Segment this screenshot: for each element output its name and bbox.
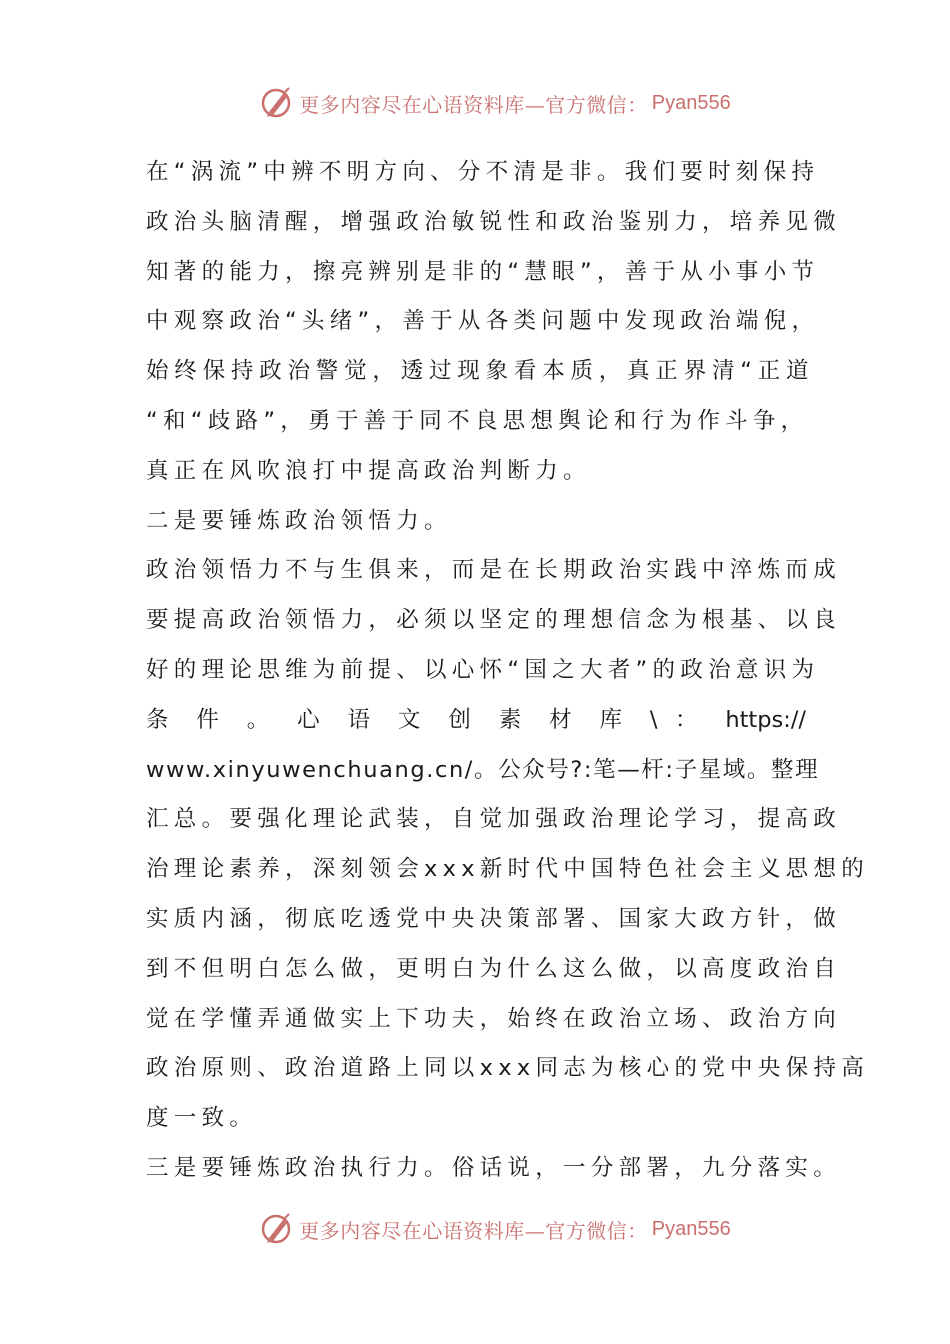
body-line-11: 好的理论思维为前提、以心怀“国之大者”的政治意识为 <box>146 656 820 683</box>
body-line-17: 到不但明白怎么做，更明白为什么这么做，以高度政治自 <box>146 955 842 982</box>
body-line-13: www.xinyuwenchuang.cn/。公众号?:笔—杆:子星域。整理 <box>146 756 820 783</box>
footer-wechat-id: Pyan556 <box>651 1217 731 1240</box>
header-wechat-id: Pyan556 <box>651 91 731 114</box>
pen-logo-icon <box>259 1211 295 1247</box>
body-line-5: 始终保持政治警觉，透过现象看本质，真正界清“正道 <box>146 358 815 385</box>
document-body <box>146 148 870 1194</box>
header-banner <box>0 83 950 123</box>
body-line-12: 条 件 。 心 语 文 创 素 材 库 \ ： https:// <box>146 706 806 733</box>
pen-logo-icon <box>259 85 295 121</box>
body-line-20: 度一致。 <box>146 1105 258 1132</box>
footer-banner <box>0 1209 950 1249</box>
footer-banner-inner <box>259 1211 730 1247</box>
body-line-1: 在“涡流”中辨不明方向、分不清是非。我们要时刻保持 <box>146 159 820 185</box>
body-line-6: “和“歧路”，勇于善于同不良思想舆论和行为作斗争， <box>146 407 809 434</box>
header-banner-text: 更多内容尽在心语资料库—官方微信： <box>299 92 648 117</box>
body-line-4: 中观察政治“头绪”，善于从各类问题中发现政治端倪， <box>146 308 820 335</box>
body-line-7: 真正在风吹浪打中提高政治判断力。 <box>146 457 591 484</box>
body-line-10: 要提高政治领悟力，必须以坚定的理想信念为根基、以良 <box>146 607 842 634</box>
body-line-14: 汇总。要强化理论武装，自觉加强政治理论学习，提高政 <box>146 806 842 833</box>
section-heading-3: 三是要锤炼政治执行力。俗话说，一分部署，九分落实。 <box>146 1154 842 1181</box>
section-heading-2: 二是要锤炼政治领悟力。 <box>146 507 452 534</box>
body-line-19: 政治原则、政治道路上同以xxx同志为核心的党中央保持高 <box>146 1055 870 1082</box>
body-line-9: 政治领悟力不与生俱来，而是在长期政治实践中淬炼而成 <box>146 557 842 584</box>
footer-banner-text: 更多内容尽在心语资料库—官方微信： <box>299 1218 648 1243</box>
body-line-2: 政治头脑清醒，增强政治敏锐性和政治鉴别力，培养见微 <box>146 208 842 235</box>
body-line-3: 知著的能力，擦亮辨别是非的“慧眼”，善于从小事小节 <box>146 258 820 285</box>
body-line-15: 治理论素养，深刻领会xxx新时代中国特色社会主义思想的 <box>146 856 870 883</box>
body-line-16: 实质内涵，彻底吃透党中央决策部署、国家大政方针，做 <box>146 905 842 932</box>
header-banner-inner <box>259 85 730 121</box>
body-line-18: 觉在学懂弄通做实上下功夫，始终在政治立场、政治方向 <box>146 1005 842 1032</box>
